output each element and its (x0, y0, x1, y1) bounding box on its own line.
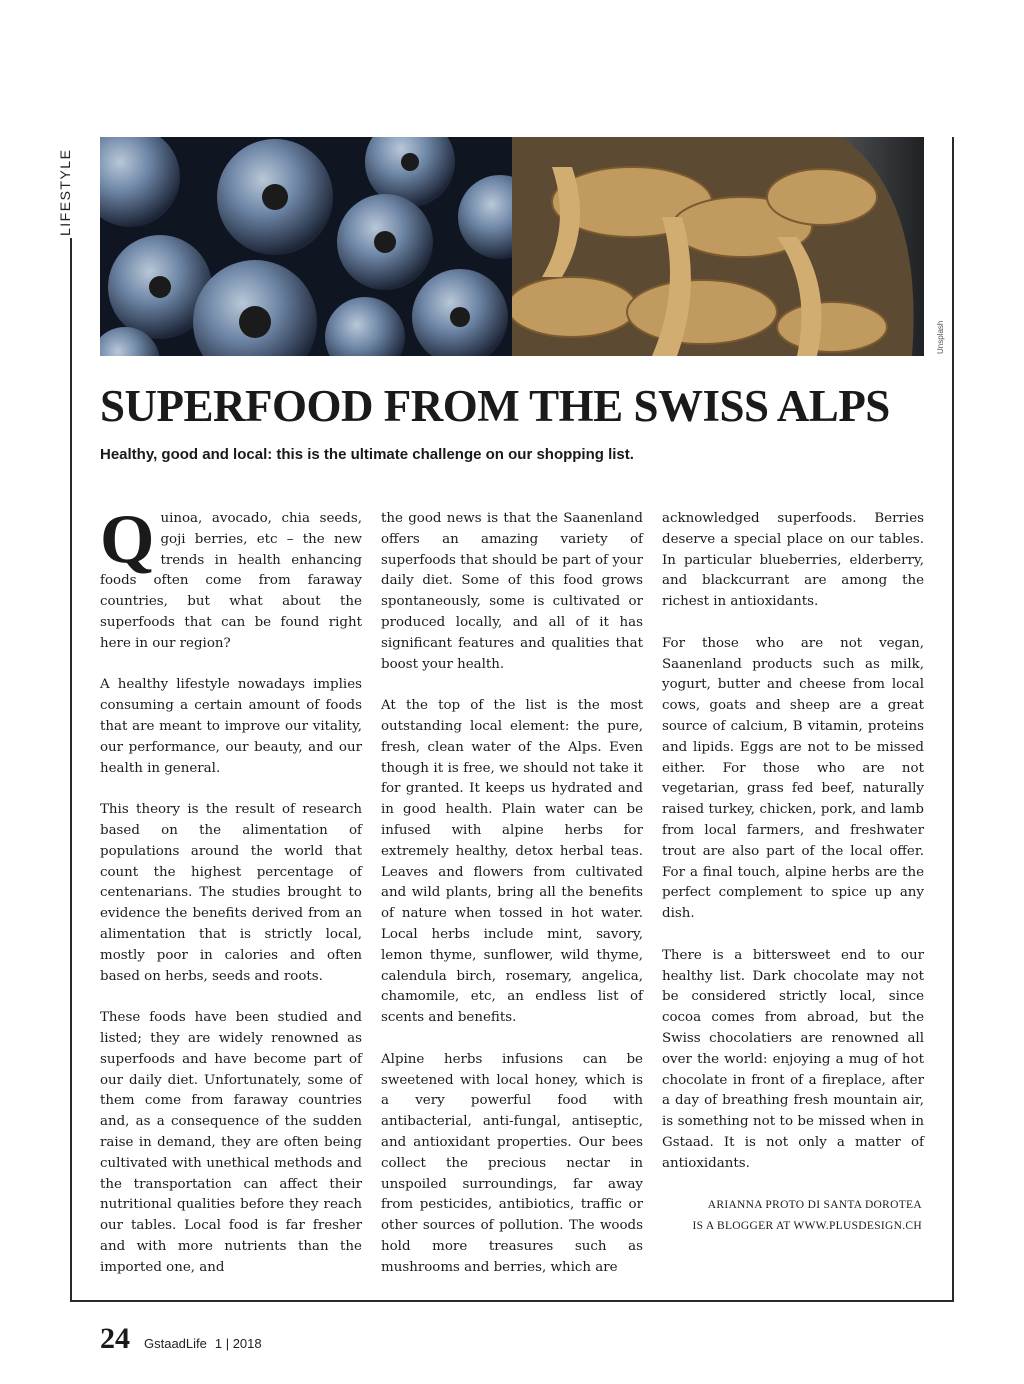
author-byline (662, 1195, 924, 1237)
byline-website: IS A BLOGGER AT WWW.PLUSDESIGN.CH (692, 1220, 922, 1233)
paragraph: acknowledged superfoods. Berries deserve a special place on our tables. In particular blueberries, elderberry, and blackcurrant are among the richest in antioxidants. (662, 511, 924, 610)
issue-number: 1 | 2018 (214, 1336, 262, 1351)
blueberries-photo (100, 137, 512, 356)
article-title: SUPERFOOD FROM THE SWISS ALPS (100, 381, 890, 431)
page-footer (100, 1322, 262, 1356)
paragraph: A healthy lifestyle nowadays implies consuming a certain amount of foods that are meant to improve our vitality, our performance, our beauty, and our health in general. (100, 677, 362, 776)
paragraph: Quinoa, avocado, chia seeds, goji berries, etc – the new trends in health enhancing foods often come from faraway countries, but what about the superfoods that can be found right here in our region? (100, 501, 362, 651)
byline-author: ARIANNA PROTO DI SANTA DOROTEA (707, 1199, 922, 1212)
paragraph: the good news is that the Saanenland offers an amazing variety of superfoods that should be part of your daily diet. Some of this food grows spontaneously, some is cultivated or produced locally, and all of it has significant features and qualities that boost your health. (381, 511, 643, 672)
paragraph: This theory is the result of research based on the alimentation of populations around the world that count the highest percentage of centenarians. The studies brought to evidence the benefits derived from an alimentation that is strictly local, mostly poor in calories and often based on herbs, seeds and roots. (100, 802, 362, 984)
text-column-3 (662, 509, 924, 1237)
magazine-name: GstaadLife (144, 1336, 207, 1351)
photo-credit: Unsplash (936, 320, 945, 354)
article-lead: Healthy, good and local: this is the ultimate challenge on our shopping list. (100, 446, 634, 463)
paragraph: At the top of the list is the most outstanding local element: the pure, fresh, clean water of the Alps. Even though it is free, we should not take it for granted. It keeps us hydrated and in good health. Plain water can be infused with alpine herbs for extremely healthy, detox herbal teas. Leaves and flowers from cultivated and wild plants, bring all the benefits of nature when tossed in hot water. Local herbs include mint, savory, lemon thyme, sunflower, wild thyme, calendula birch, rosemary, angelica, chamomile, etc, an endless list of scents and benefits. (381, 698, 643, 1026)
paragraph: For those who are not vegan, Saanenland products such as milk, yogurt, butter and cheese from local cows, goats and sheep are a great source of calcium, B vitamin, proteins and lipids. Eggs are not to be missed either. For those who are not vegetarian, grass fed beef, naturally raised turkey, chicken, pork, and lamb from local farmers, and freshwater trout are also part of the local offer. For a final touch, alpine herbs are the perfect complement to spice up any dish. (662, 635, 924, 922)
paragraph: There is a bittersweet end to our healthy list. Dark chocolate may not be considered strictly local, since cocoa comes from abroad, but the Swiss chocolatiers are renowned all over the world: enjoying a mug of hot chocolate in front of a fireplace, after a day of breathing fresh mountain air, is something not to be missed when in Gstaad. It is not only a matter of antioxidants. (662, 947, 924, 1171)
chanterelles-photo (512, 137, 924, 356)
drop-cap: Q (100, 501, 155, 578)
paragraph: Alpine herbs infusions can be sweetened with local honey, which is a very powerful food with antibacterial, anti-fungal, antiseptic, and antioxidant properties. Our bees collect the precious nectar in unspoiled surroundings, far away from pesticides, antibiotics, traffic or other sources of pollution. The woods hold more treasures such as mushrooms and berries, which are (381, 1051, 643, 1275)
text-column-2 (381, 509, 643, 1299)
section-rule (70, 238, 72, 1302)
text-column-1 (100, 501, 362, 1299)
section-label: LIFESTYLE (57, 148, 73, 236)
page-number: 24 (100, 1322, 130, 1355)
paragraph: These foods have been studied and listed; they are widely renowned as superfoods and have become part of our daily diet. Unfortunately, some of them come from faraway countries and, as a consequence of the sudden raise in demand, they are often being cultivated with unethical methods and the transportation can affect their nutritional qualities before they reach our tables. Local food is far fresher and with more nutrients than the imported one, and (100, 1010, 362, 1275)
